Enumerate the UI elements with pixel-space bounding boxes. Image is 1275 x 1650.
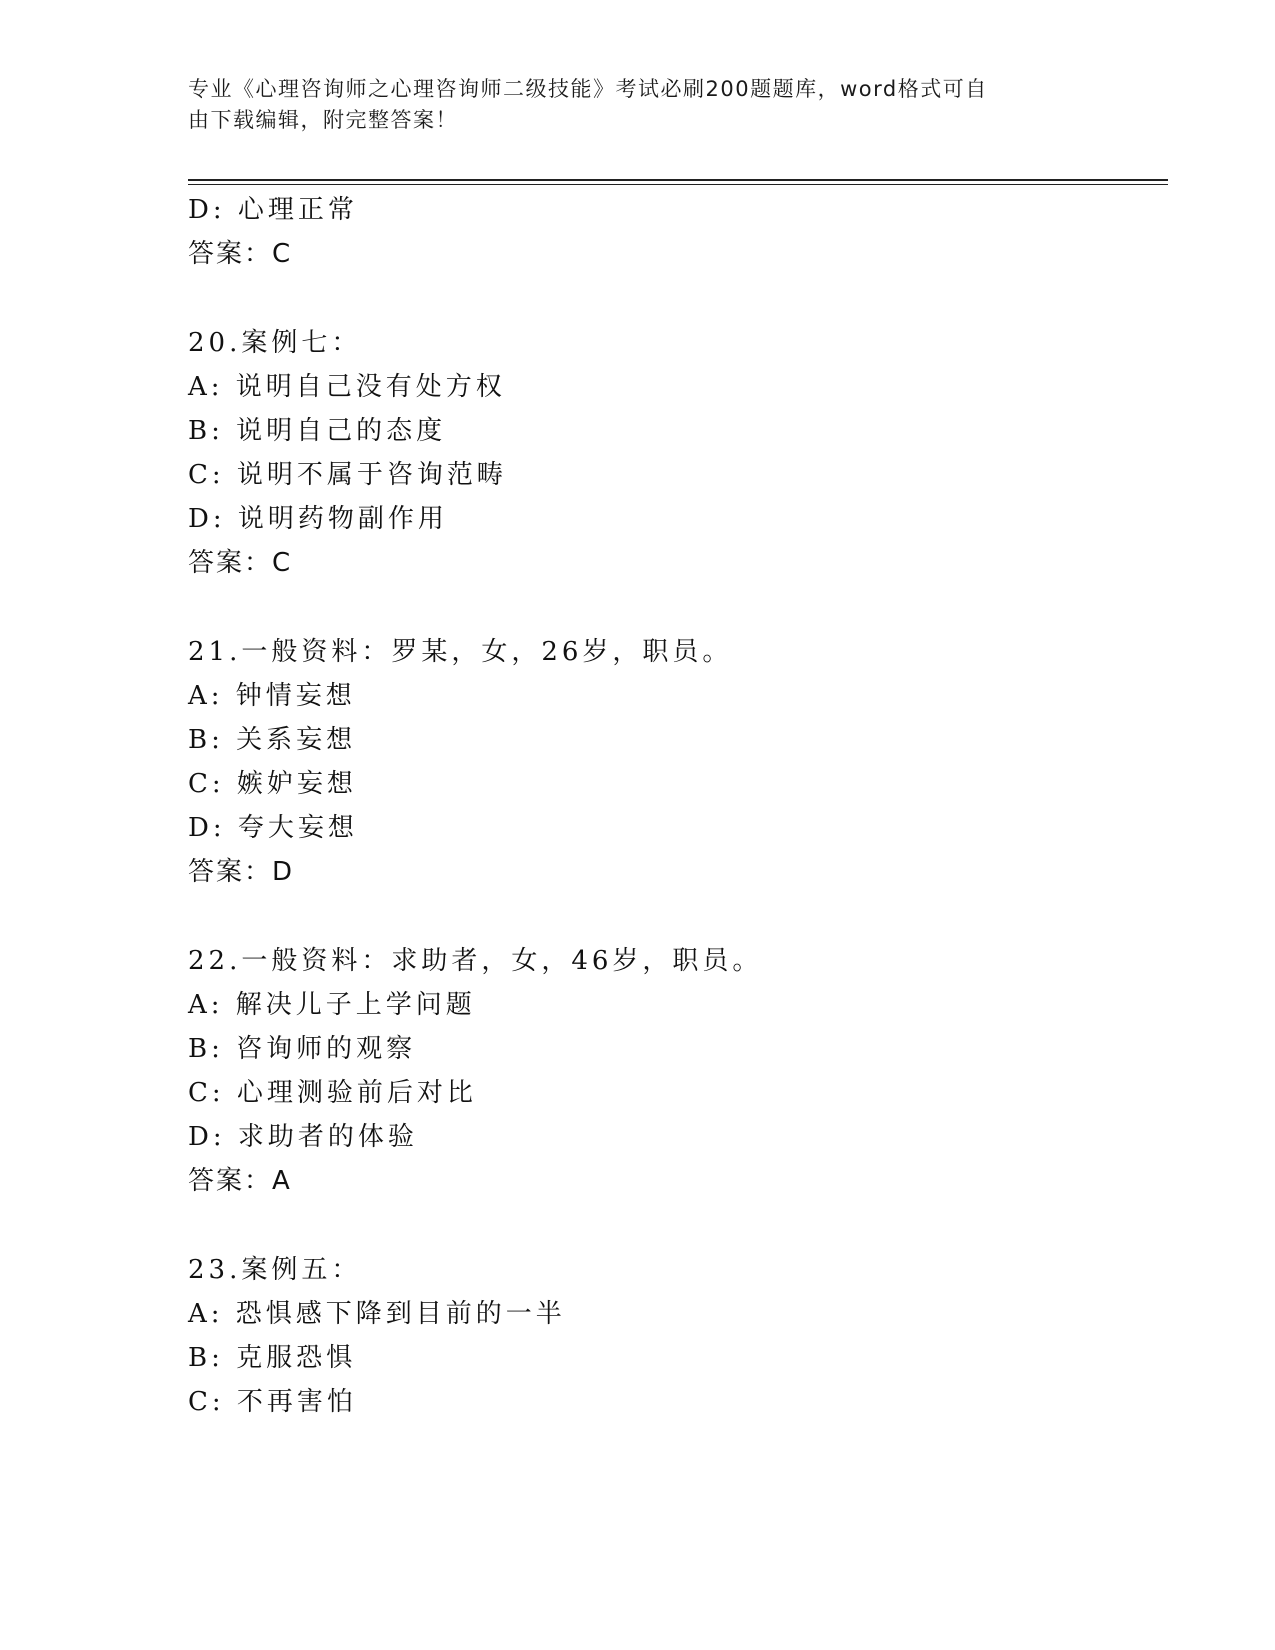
answer-line: 答案：A	[188, 1166, 292, 1196]
answer-line: 答案：C	[188, 548, 293, 578]
option-line: D: 夸大妄想	[188, 813, 358, 843]
option-line: C: 说明不属于咨询范畴	[188, 460, 507, 490]
header-divider-thin	[188, 184, 1168, 185]
option-line: B: 说明自己的态度	[188, 416, 447, 446]
option-line: D: 说明药物副作用	[188, 504, 448, 534]
question-title: 21.一般资料：罗某，女，26岁，职员。	[188, 637, 733, 667]
option-line: D: 求助者的体验	[188, 1122, 418, 1152]
answer-line: 答案：C	[188, 239, 293, 269]
document-header	[188, 74, 1068, 136]
option-line: C: 嫉妒妄想	[188, 769, 357, 799]
option-line: A: 恐惧感下降到目前的一半	[188, 1299, 566, 1329]
option-line: D: 心理正常	[188, 195, 358, 225]
option-line: C: 心理测验前后对比	[188, 1078, 477, 1108]
option-line: B: 关系妄想	[188, 725, 357, 755]
question-title: 23.案例五：	[188, 1255, 362, 1285]
header-divider-thick	[188, 179, 1168, 181]
question-title: 22.一般资料：求助者，女，46岁，职员。	[188, 946, 763, 976]
option-line: A: 说明自己没有处方权	[188, 372, 506, 402]
header-line-1: 专业《心理咨询师之心理咨询师二级技能》考试必刷200题题库，word格式可自	[188, 77, 988, 101]
option-line: A: 解决儿子上学问题	[188, 990, 476, 1020]
option-line: A: 钟情妄想	[188, 681, 356, 711]
question-title: 20.案例七：	[188, 328, 362, 358]
option-line: B: 克服恐惧	[188, 1343, 357, 1373]
header-line-2: 由下载编辑，附完整答案！	[188, 108, 458, 132]
option-line: C: 不再害怕	[188, 1387, 357, 1417]
option-line: B: 咨询师的观察	[188, 1034, 417, 1064]
answer-line: 答案：D	[188, 857, 295, 887]
